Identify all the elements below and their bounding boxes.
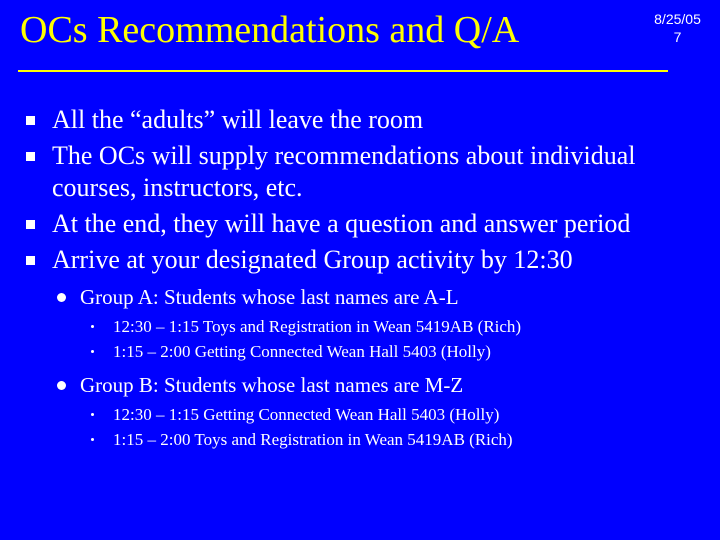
schedule-text: 12:30 – 1:15 Toys and Registration in Wean 5419AB (Rich)	[113, 317, 522, 336]
square-bullet-icon	[26, 152, 35, 161]
bullet-text: Arrive at your designated Group activity by 12:30	[52, 245, 573, 274]
circle-bullet-icon	[57, 293, 66, 302]
bullet-item	[52, 208, 702, 240]
dot-bullet-icon	[91, 438, 94, 441]
bullet-text: At the end, they will have a question and answer period	[52, 209, 631, 238]
bullet-text: All the “adults” will leave the room	[52, 105, 424, 134]
schedule-item	[113, 339, 703, 364]
dot-bullet-icon	[91, 325, 94, 328]
dot-bullet-icon	[91, 350, 94, 353]
dot-bullet-icon	[91, 413, 94, 416]
group-label: Group A: Students whose last names are A-L	[80, 285, 459, 309]
bullet-item	[52, 104, 702, 136]
schedule-text: 1:15 – 2:00 Toys and Registration in Wean 5419AB (Rich)	[113, 430, 513, 449]
schedule-item	[113, 314, 703, 339]
group-a-heading	[80, 284, 700, 310]
slide-body	[0, 104, 720, 452]
circle-bullet-icon	[57, 381, 66, 390]
group-label: Group B: Students whose last names are M-Z	[80, 373, 464, 397]
schedule-text: 12:30 – 1:15 Getting Connected Wean Hall 5403 (Holly)	[113, 405, 500, 424]
slide-page-number: 7	[673, 29, 682, 45]
square-bullet-icon	[26, 116, 35, 125]
square-bullet-icon	[26, 256, 35, 265]
title-underline	[18, 70, 668, 72]
slide-title: OCs Recommendations and Q/A	[20, 9, 520, 51]
slide-corner-info	[640, 10, 715, 46]
schedule-text: 1:15 – 2:00 Getting Connected Wean Hall 5403 (Holly)	[113, 342, 491, 361]
bullet-item	[52, 244, 702, 276]
bullet-item	[52, 140, 702, 204]
schedule-item	[113, 427, 703, 452]
schedule-item	[113, 402, 703, 427]
group-b-heading	[80, 372, 700, 398]
bullet-text: The OCs will supply recommendations about individual courses, instructors, etc.	[52, 141, 636, 202]
square-bullet-icon	[26, 220, 35, 229]
slide-date: 8/25/05	[654, 11, 701, 27]
